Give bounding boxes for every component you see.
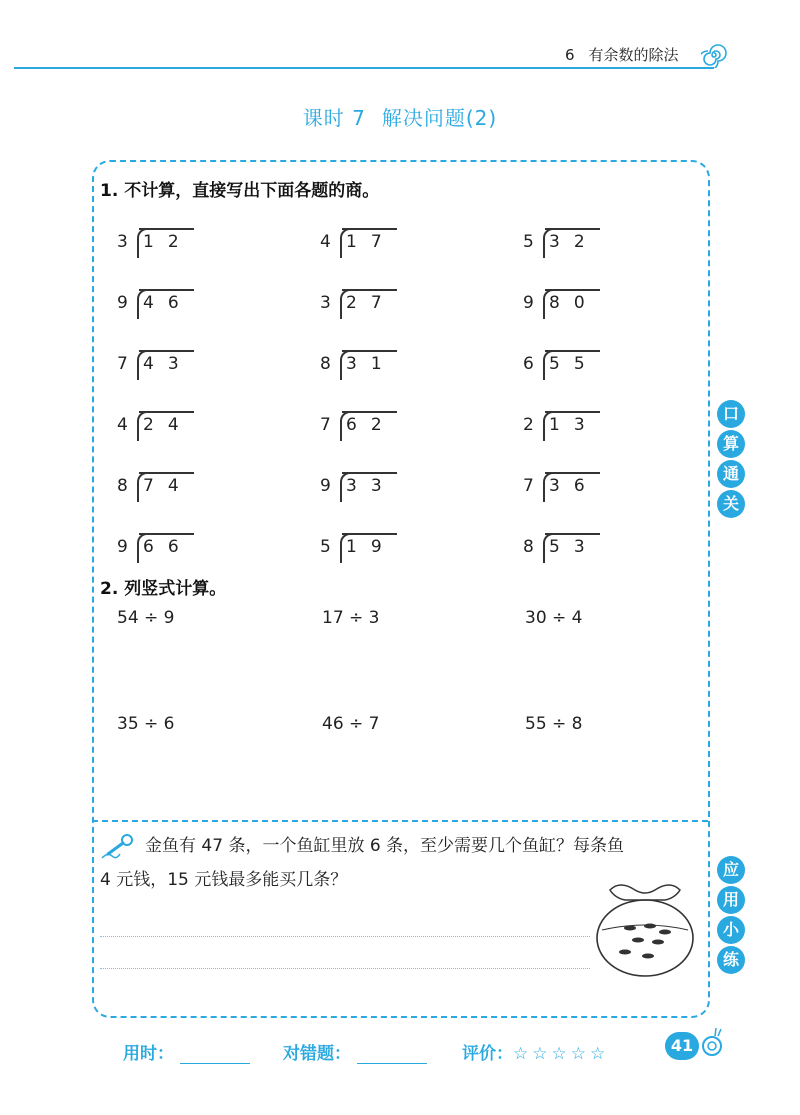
fishbowl-illustration: [590, 880, 700, 980]
divisor: 9: [117, 537, 128, 557]
division-problem: [117, 289, 207, 319]
division-overline: [545, 533, 600, 535]
side-tag-char: 口: [717, 400, 745, 428]
calc-problem: 46 ÷ 7: [322, 714, 380, 734]
dividend: 43: [143, 354, 193, 374]
divisor: 8: [117, 476, 128, 496]
division-overline: [342, 289, 397, 291]
answer-line: [100, 936, 590, 937]
dividend: 31: [346, 354, 396, 374]
division-overline: [139, 411, 194, 413]
division-overline: [545, 350, 600, 352]
dividend: 66: [143, 537, 193, 557]
calc-problem: 35 ÷ 6: [117, 714, 175, 734]
dividend: 33: [346, 476, 396, 496]
correct-label: 对错题：: [283, 1044, 351, 1064]
division-overline: [139, 350, 194, 352]
side-tag-char: 用: [717, 886, 745, 914]
page-number: 41: [665, 1032, 699, 1060]
dividend: 12: [143, 232, 193, 252]
side-tag-applied: [713, 854, 749, 976]
divisor: 9: [117, 293, 128, 313]
division-problem: [117, 350, 207, 380]
division-problem: [117, 533, 207, 563]
division-overline: [139, 472, 194, 474]
division-overline: [342, 350, 397, 352]
answer-line: [100, 968, 590, 969]
division-overline: [545, 289, 600, 291]
division-problem: [523, 472, 613, 502]
side-tag-char: 算: [717, 430, 745, 458]
side-tag-char: 通: [717, 460, 745, 488]
side-tag-char: 小: [717, 916, 745, 944]
divisor: 7: [320, 415, 331, 435]
division-overline: [139, 533, 194, 535]
divisor: 8: [320, 354, 331, 374]
word-problem-line: 4 元钱，15 元钱最多能买几条？: [100, 870, 348, 890]
chapter-title: 有余数的除法: [588, 46, 679, 64]
calc-problem: 54 ÷ 9: [117, 608, 175, 628]
division-problem: [523, 228, 613, 258]
division-problem: [320, 350, 410, 380]
section2-heading: 2. 列竖式计算。: [100, 579, 227, 599]
divisor: 9: [523, 293, 534, 313]
snail-icon: [698, 1026, 726, 1058]
division-problem: [117, 228, 207, 258]
dividend: 74: [143, 476, 193, 496]
division-overline: [139, 289, 194, 291]
division-overline: [342, 411, 397, 413]
divisor: 7: [117, 354, 128, 374]
side-tag-oral: [713, 398, 749, 520]
divisor: 8: [523, 537, 534, 557]
correct-blank[interactable]: [357, 1045, 427, 1064]
dividend: 36: [549, 476, 599, 496]
header-rule: [14, 67, 714, 69]
division-problem: [320, 228, 410, 258]
side-tag-char: 应: [717, 856, 745, 884]
divisor: 5: [523, 232, 534, 252]
division-overline: [545, 411, 600, 413]
division-problem: [117, 411, 207, 441]
dividend: 46: [143, 293, 193, 313]
time-blank[interactable]: [180, 1045, 250, 1064]
lesson-title: [0, 102, 800, 131]
side-tag-char: 关: [717, 490, 745, 518]
divisor: 3: [117, 232, 128, 252]
divisor: 6: [523, 354, 534, 374]
chapter-header: [565, 44, 679, 65]
word-problem-line: 金鱼有 47 条，一个鱼缸里放 6 条，至少需要几个鱼缸？每条鱼: [145, 836, 625, 856]
divisor: 9: [320, 476, 331, 496]
divisor: 2: [523, 415, 534, 435]
dividend: 32: [549, 232, 599, 252]
time-used: [123, 1039, 250, 1064]
dividend: 80: [549, 293, 599, 313]
lesson-topic: 解决问题(2): [381, 106, 498, 130]
dividend: 24: [143, 415, 193, 435]
division-overline: [342, 472, 397, 474]
section-divider: [92, 820, 708, 822]
calc-problem: 30 ÷ 4: [525, 608, 583, 628]
rating-label: 评价：: [462, 1044, 513, 1064]
calc-problem: 17 ÷ 3: [322, 608, 380, 628]
rating: [462, 1039, 609, 1064]
dividend: 27: [346, 293, 396, 313]
division-problem: [523, 411, 613, 441]
spiral-icon: [701, 42, 727, 68]
divisor: 5: [320, 537, 331, 557]
divisor: 7: [523, 476, 534, 496]
time-label: 用时：: [123, 1044, 174, 1064]
side-tag-char: 练: [717, 946, 745, 974]
division-overline: [342, 533, 397, 535]
division-overline: [545, 228, 600, 230]
division-problem: [320, 533, 410, 563]
dividend: 62: [346, 415, 396, 435]
dividend: 17: [346, 232, 396, 252]
dividend: 19: [346, 537, 396, 557]
divisor: 4: [117, 415, 128, 435]
calc-problem: 55 ÷ 8: [525, 714, 583, 734]
correct-count: [283, 1039, 427, 1064]
divisor: 4: [320, 232, 331, 252]
division-problem: [320, 472, 410, 502]
division-problem: [523, 533, 613, 563]
division-problem: [320, 411, 410, 441]
division-problem: [320, 289, 410, 319]
section1-heading: 1. 不计算，直接写出下面各题的商。: [100, 181, 380, 201]
division-problem: [117, 472, 207, 502]
lesson-label: 课时 7: [302, 106, 366, 130]
rating-stars[interactable]: ☆☆☆☆☆: [513, 1044, 610, 1064]
division-problem: [523, 289, 613, 319]
division-problem: [523, 350, 613, 380]
dividend: 53: [549, 537, 599, 557]
dividend: 55: [549, 354, 599, 374]
dividend: 13: [549, 415, 599, 435]
divisor: 3: [320, 293, 331, 313]
division-overline: [545, 472, 600, 474]
chapter-number: 6: [565, 46, 575, 64]
division-overline: [342, 228, 397, 230]
division-overline: [139, 228, 194, 230]
